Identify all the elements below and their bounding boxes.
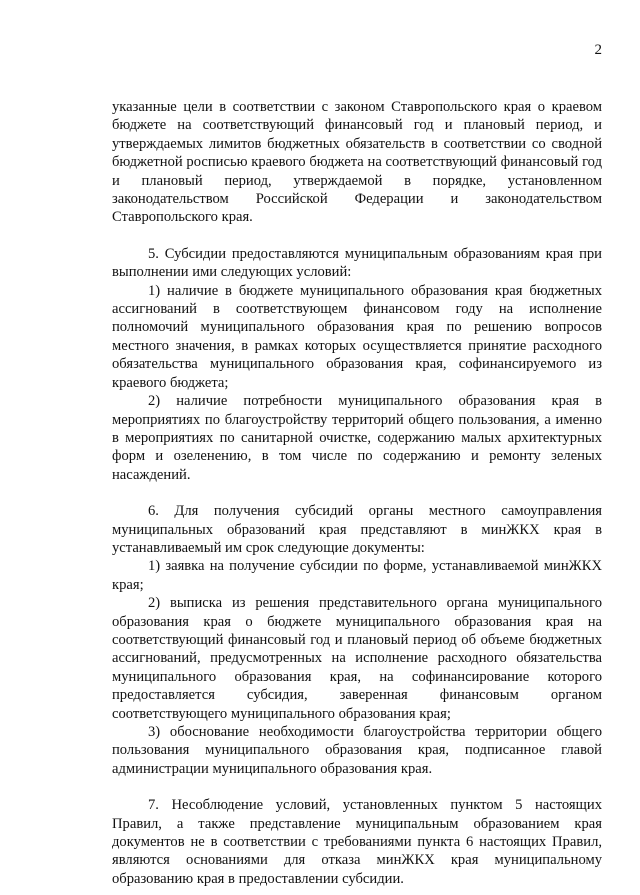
section-gap <box>112 778 602 796</box>
paragraph-intro: указанные цели в соответствии с законом Ставропольского края о краевом бюджете на соответствующий финансовый год и плановый период, и утверждаемых лимитов бюджетных обязательств в соответствии со сводной бюджетной росписью краевого бюджета на соответствующий финансовый год и плановый период, утверждаемой в порядке, установленном законодательством Российской Федерации и законодательством Ставропольского края. <box>112 99 602 226</box>
section-gap <box>112 484 602 502</box>
paragraph-item-5-2: 2) наличие потребности муниципального образования края в мероприятиях по благоустройству территорий общего пользования, а именно в мероприятиях по санитарной очистке, содержанию малых архитектурных форм и озеленению, в том числе по содержанию и ремонту зеленых насаждений. <box>112 393 602 483</box>
page-number: 2 <box>594 42 602 58</box>
paragraph-item-6-3: 3) обоснование необходимости благоустройства территории общего пользования муниципального образования края, подписанное главой администрации муниципального образования края. <box>112 724 602 777</box>
paragraph-item-7: 7. Несоблюдение условий, установленных пунктом 5 настоящих Правил, а также представление муниципальным образованием края документов не в соответствии с требованиями пункта 6 настоящих Правил, являются основаниями для отказа минЖКХ края муниципальному образованию края в предоставлении субсидии. <box>112 797 602 887</box>
paragraph-item-5: 5. Субсидии предоставляются муниципальным образованиям края при выполнении ими следующих условий: <box>112 245 602 281</box>
paragraph-item-6-1: 1) заявка на получение субсидии по форме, устанавливаемой минЖКХ края; <box>112 558 602 593</box>
section-gap <box>112 227 602 245</box>
document-body <box>112 98 602 888</box>
paragraph-item-6: 6. Для получения субсидий органы местного самоуправления муниципальных образований края представляют в минЖКХ края в устанавливаемый им срок следующие документы: <box>112 503 602 556</box>
paragraph-item-6-2: 2) выписка из решения представительного органа муниципального образования края о бюджете муниципального образования края на соответствующий финансовый год и плановый период об объеме бюджетных ассигнований, предусмотренных на исполнение расходного обязательства муниципального образования края, на софинансирование которого предоставляется субсидия, заверенная финансовым органом соответствующего муниципального образования края; <box>112 595 602 722</box>
paragraph-item-5-1: 1) наличие в бюджете муниципального образования края бюджетных ассигнований в соответствующем финансовом году на исполнение полномочий муниципального образования края по решению вопросов местного значения, в рамках которых осуществляется принятие расходного обязательства муниципального образования края, софинансируемого из краевого бюджета; <box>112 282 602 391</box>
